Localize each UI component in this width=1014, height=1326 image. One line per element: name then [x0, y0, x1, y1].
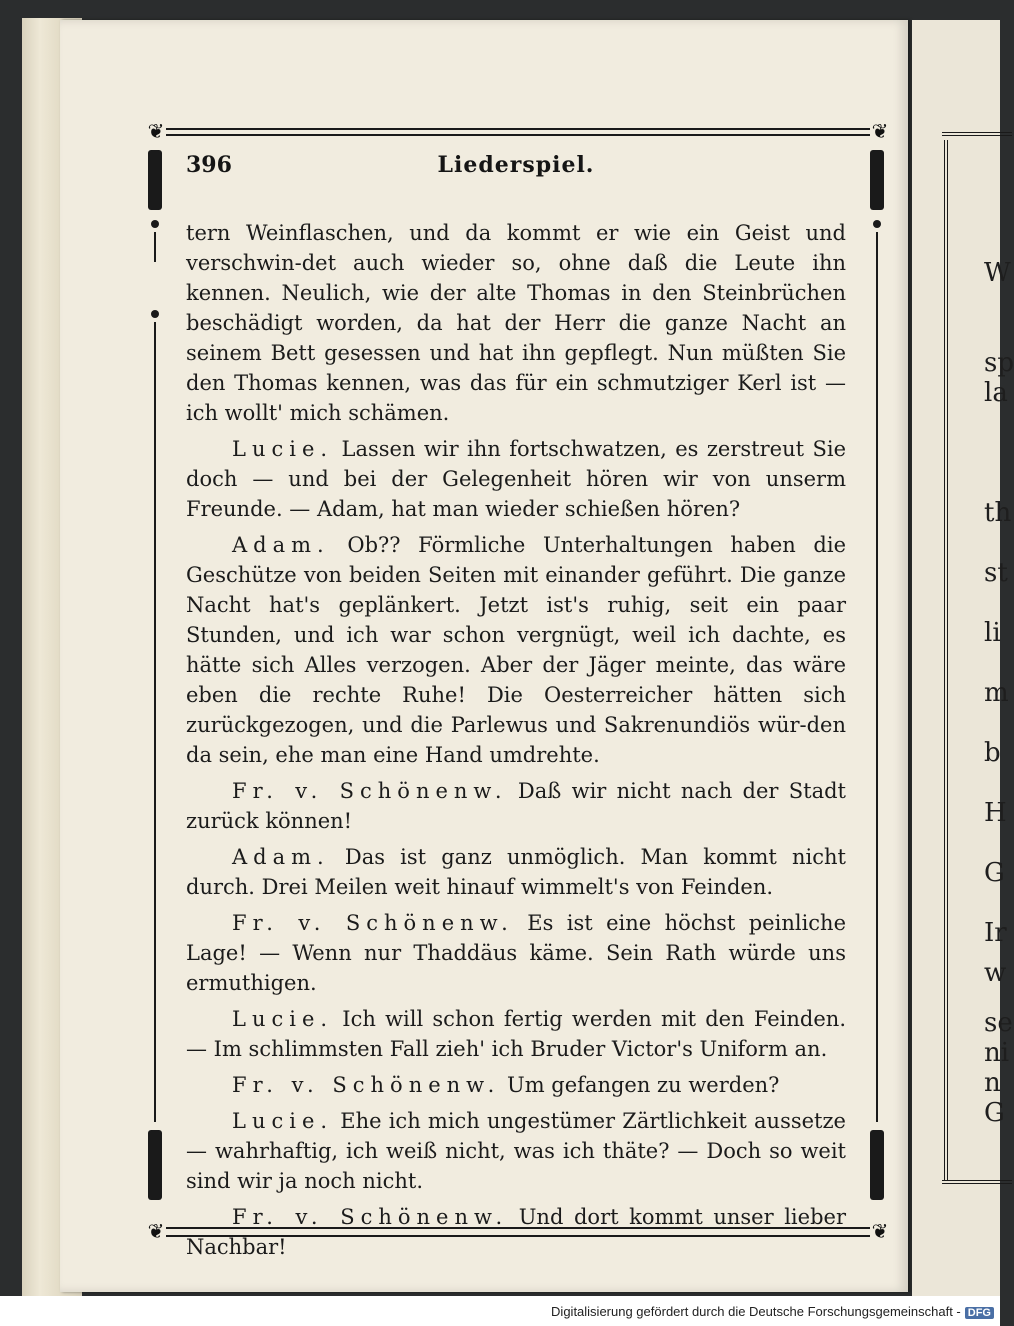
page-body-text — [186, 218, 846, 1268]
running-title: Liederspiel. — [437, 152, 595, 178]
text-paragraph — [186, 1202, 846, 1262]
text-paragraph — [186, 1070, 846, 1100]
next-page-fragment: la — [984, 378, 1008, 408]
text-paragraph — [186, 530, 846, 770]
frame-line — [876, 232, 878, 1122]
paragraph-text: Und dort kommt unser lieber Nachbar! — [186, 1205, 846, 1259]
ornament-dot-icon — [151, 310, 159, 318]
frame-rule — [150, 128, 886, 136]
ornament-icon — [870, 150, 884, 210]
next-page-fragment: b — [984, 738, 1001, 768]
credit-text: Digitalisierung gefördert durch die Deutsche Forschungsgemeinschaft - — [551, 1304, 961, 1319]
next-page-fragment: G — [984, 1098, 1005, 1128]
page-header — [186, 152, 846, 186]
speaker-name: Lucie. — [232, 1007, 334, 1031]
ornament-icon — [148, 1130, 162, 1200]
next-page-fragment: li — [984, 618, 1001, 648]
ornament-corner-icon: ❦ — [871, 1219, 889, 1243]
paragraph-text: Um gefangen zu werden? — [507, 1073, 780, 1097]
next-page-frame-top — [942, 132, 1012, 148]
page-number: 396 — [186, 152, 232, 178]
ornamental-frame-right — [874, 140, 880, 1222]
ornament-corner-icon: ❦ — [147, 119, 165, 143]
speaker-name: Lucie. — [232, 1109, 334, 1133]
text-paragraph — [186, 776, 846, 836]
next-page-fragment: sp — [984, 348, 1014, 378]
paragraph-text: Daß wir nicht nach der Stadt zurück können! — [186, 779, 846, 833]
next-page-frame-bottom — [942, 1180, 1012, 1194]
speaker-name: Fr. v. Schönenw. — [232, 1073, 501, 1097]
speaker-name: Adam. — [232, 845, 330, 869]
next-page-fragment: se — [984, 1008, 1013, 1038]
speaker-name: Fr. v. Schönenw. — [232, 779, 508, 803]
next-page-fragment: Ir — [984, 918, 1007, 948]
next-page-edge — [912, 20, 1014, 1296]
paragraph-text: Ich will schon fertig werden mit den Feinden. — Im schlimmsten Fall zieh' ich Bruder Victor's Uniform an. — [186, 1007, 846, 1061]
next-page-fragment: ni — [984, 1038, 1010, 1068]
footer-strip — [0, 1296, 1000, 1326]
text-paragraph — [186, 1106, 846, 1196]
next-page-fragment: th — [984, 498, 1012, 528]
frame-line — [154, 322, 156, 1122]
text-paragraph — [186, 908, 846, 998]
text-paragraph — [186, 218, 846, 428]
speaker-name: Adam. — [232, 533, 330, 557]
dfg-logo: DFG — [965, 1307, 994, 1319]
next-page-frame-side — [944, 140, 948, 1180]
paragraph-text: Ehe ich mich ungestümer Zärtlichkeit aussetze — wahrhaftig, ich weiß nicht, was ich thäte? — Doch so weit sind wir ja noch nicht. — [186, 1109, 846, 1193]
text-paragraph — [186, 842, 846, 902]
text-paragraph — [186, 1004, 846, 1064]
next-page-fragment: st — [984, 558, 1008, 588]
text-paragraph — [186, 434, 846, 524]
speaker-name: Fr. v. Schönenw. — [232, 911, 514, 935]
ornament-corner-icon: ❦ — [147, 1219, 165, 1243]
next-page-fragment: G — [984, 858, 1005, 888]
ornament-dot-icon — [151, 220, 159, 228]
paragraph-text: Lassen wir ihn fortschwatzen, es zerstreut Sie doch — und bei der Gelegenheit hören wir von unserm Freunde. — Adam, hat man wieder schießen hören? — [186, 437, 846, 521]
frame-line — [154, 232, 156, 262]
next-page-fragment: w — [984, 958, 1007, 988]
ornamental-frame-top — [150, 124, 886, 138]
next-page-fragment: n — [984, 1068, 1001, 1098]
ornamental-frame-left — [152, 140, 158, 1222]
next-page-fragment: H — [984, 798, 1007, 828]
speaker-name: Fr. v. Schönenw. — [232, 1205, 509, 1229]
ornament-corner-icon: ❦ — [871, 119, 889, 143]
paragraph-text: Das ist ganz unmöglich. Man kommt nicht durch. Drei Meilen weit hinauf wimmelt's von Feinden. — [186, 845, 846, 899]
next-page-fragment: W — [984, 258, 1011, 288]
paragraph-text: Ob?? Förmliche Unterhaltungen haben die Geschütze von beiden Seiten mit einander geführt. Die ganze Nacht hat's geplänkert. Jetzt ist's ruhig, seit ein paar Stunden, und ich war schon vergnügt, weil ich dachte, es hätte sich Alles verzogen. Aber der Jäger meinte, das wäre eben die rechte Ruhe! Die Oesterreicher hätten sich zurückgezogen, und die Parlewus und Sakrenundiös wür-den da sein, ehe man eine Hand umdrehte. — [186, 533, 847, 767]
ornament-icon — [870, 1130, 884, 1200]
ornament-icon — [148, 150, 162, 210]
ornament-dot-icon — [873, 220, 881, 228]
paragraph-text: tern Weinflaschen, und da kommt er wie ein Geist und verschwin-det auch wieder so, ohne daß die Leute ihn kennen. Neulich, wie der alte Thomas in den Steinbrüchen beschädigt worden, da hat der Herr die ganze Nacht an seinem Bett gesessen und hat ihn gepflegt. Nun müßten Sie den Thomas kennen, was das für ein schmutziger Kerl ist — ich wollt' mich schämen. — [186, 221, 846, 425]
speaker-name: Lucie. — [232, 437, 334, 461]
paragraph-text: Es ist eine höchst peinliche Lage! — Wenn nur Thaddäus käme. Sein Rath würde uns ermuthigen. — [186, 911, 846, 995]
next-page-fragment: m — [984, 678, 1009, 708]
digitization-credit — [551, 1304, 994, 1319]
